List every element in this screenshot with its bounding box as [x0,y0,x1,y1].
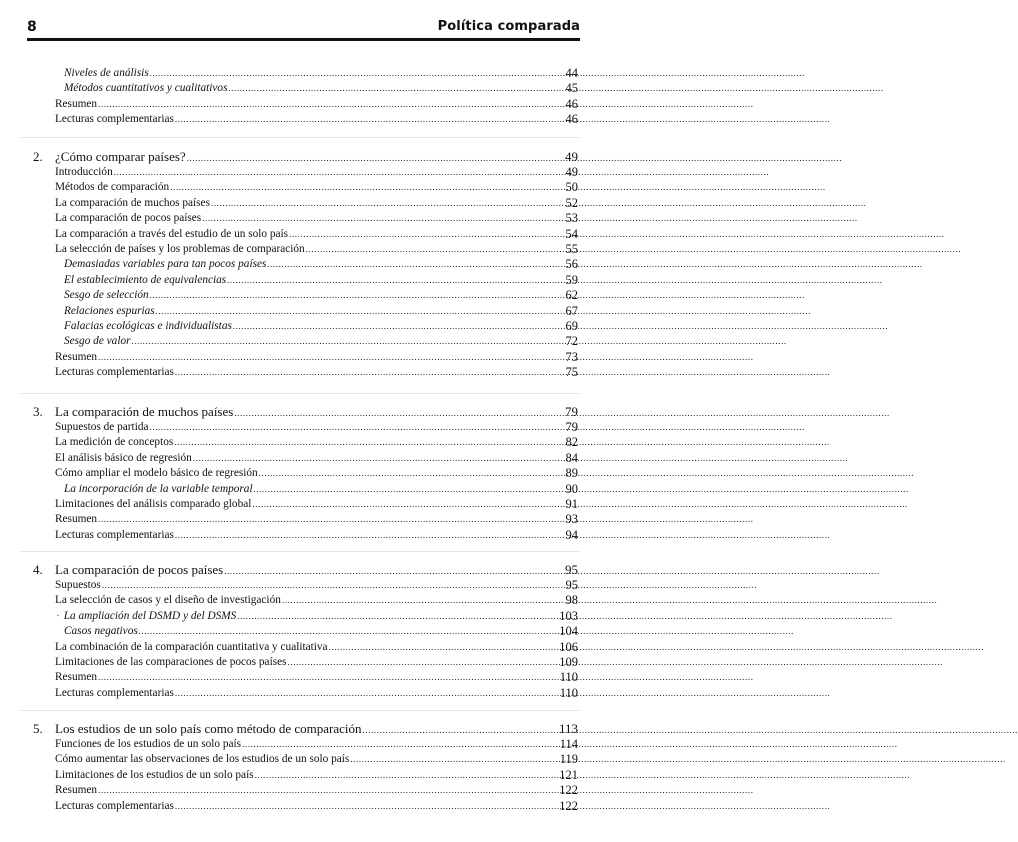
page-ref: 59 [565,272,578,287]
toc-section-entry[interactable] [0,350,600,365]
chapter-title: ¿Cómo comparar países? [55,149,186,164]
page-ref: 104 [559,624,578,639]
entry-title: Lecturas complementarias [55,799,174,812]
header-rule [27,38,580,41]
dot-leader [289,227,945,242]
dot-leader [114,165,770,180]
dot-leader [150,288,806,303]
dot-leader [175,112,831,127]
entry-title-leader [55,799,540,814]
dot-leader [170,180,826,195]
toc-section-entry[interactable] [0,196,600,211]
dot-leader [259,466,915,481]
page-ref: 55 [565,241,578,256]
dot-leader [233,319,889,334]
toc-subsection-entry[interactable] [0,66,600,81]
entry-title: La comparación de muchos países [55,196,210,209]
entry-title-leader [55,497,540,512]
entry-title: La medición de conceptos [55,436,174,449]
toc-section-entry[interactable] [0,655,600,670]
entry-title: Introducción [55,166,113,178]
page-ref: 89 [565,466,578,481]
toc-subsection-entry[interactable] [0,81,600,96]
page-ref: 50 [565,180,578,195]
entry-title: Cómo aumentar las observaciones de los estudios de un solo país [55,753,350,766]
dot-leader [288,655,944,670]
toc-section-entry[interactable] [0,211,600,226]
entry-title: Falacias ecológicas e individualistas [64,319,232,332]
dot-leader [175,686,831,701]
page-ref: 122 [559,798,578,813]
entry-title-leader [55,420,540,435]
chapter-number: 3. [33,404,43,419]
toc-chapter-4 [0,561,600,701]
page-ref: 93 [565,512,578,527]
dot-leader [306,242,962,257]
page-ref: 121 [559,767,578,782]
toc-section-entry[interactable] [0,593,600,608]
dot-leader [175,799,831,814]
entry-title-leader [64,319,540,334]
entry-title: Sesgo de selección [64,289,149,302]
page-ref: 49 [565,165,578,179]
chapter-title: Los estudios de un solo país como método de comparación [55,721,362,736]
entry-title: La incorporación de la variable temporal [64,482,253,495]
entry-title-leader [64,624,540,639]
page-ref: 84 [565,450,578,465]
dot-leader [175,365,831,380]
toc-subsection-entry[interactable] [0,334,600,349]
toc-subsection-entry[interactable] [0,609,600,624]
entry-title-leader [55,196,540,211]
chapter-number: 2. [33,149,43,164]
entry-title: Cómo ampliar el modelo básico de regresión [55,467,258,480]
entry-title-leader [64,334,540,349]
entry-title-leader [64,304,540,319]
entry-title-leader [64,288,540,303]
entry-title: Casos negativos [64,625,138,638]
page-ref: 53 [565,211,578,226]
dot-leader [228,81,884,96]
chapter-number: 4. [33,562,43,577]
entry-title-leader [55,165,540,180]
entry-title-leader [55,768,540,783]
page-ref: 56 [565,257,578,272]
dot-leader [98,783,754,798]
entry-title: La selección de países y los problemas de comparación [55,242,305,255]
entry-title: Relaciones espurias [64,304,155,317]
block-separator [20,393,580,394]
entry-title-leader [55,528,540,543]
toc-subsection-entry[interactable] [0,319,600,334]
page-ref: 95 [565,562,578,577]
page-ref: 94 [565,527,578,542]
page-ref: 113 [558,721,578,736]
entry-title-leader [55,737,540,752]
toc-subsection-entry[interactable] [0,624,600,639]
entry-title-leader [64,81,540,96]
toc-subsection-entry[interactable] [0,482,600,497]
leading-dot-mark: · [56,609,60,622]
toc-section-entry[interactable] [0,497,600,512]
entry-title: El establecimiento de equivalencias [64,273,227,286]
entry-title-leader [55,783,540,798]
entry-title-leader [55,112,540,127]
page-ref: 110 [559,670,578,685]
entry-title-leader [55,365,540,380]
entry-title-leader [56,609,540,624]
dot-leader [193,451,849,466]
entry-title: Resumen [55,513,98,526]
page-ref: 67 [565,303,578,318]
page-ref: 109 [559,654,578,669]
page-ref: 69 [565,318,578,333]
entry-title-leader [55,655,540,670]
dot-leader [98,350,754,365]
page-ref: 106 [559,639,578,654]
page-ref: 54 [565,226,578,241]
page-ref: 95 [565,578,578,592]
dot-leader [102,578,758,593]
entry-title: Métodos cuantitativos y cualitativos [64,82,228,95]
entry-title: La comparación de pocos países [55,212,202,225]
page-ref: 73 [565,349,578,364]
toc-section-entry[interactable] [0,435,600,450]
entry-title: Niveles de análisis [64,67,149,79]
entry-title-leader [64,273,540,288]
entry-title: Resumen [55,671,98,684]
entry-title-leader [55,227,540,242]
entry-title-leader [64,482,540,497]
entry-title-leader [55,435,540,450]
page-ref: 90 [565,481,578,496]
page-ref: 79 [565,404,578,419]
entry-title: Resumen [55,350,98,363]
entry-title-leader [55,350,540,365]
toc-section-entry[interactable] [0,578,600,593]
page-ref: 82 [565,435,578,450]
toc-chapter-entry[interactable] [0,403,600,420]
entry-title: Limitaciones de los estudios de un solo país [55,768,254,781]
toc-section-entry[interactable] [0,799,600,814]
toc-section-entry[interactable] [0,180,600,195]
dot-leader [227,273,883,288]
toc-section-entry[interactable] [0,752,600,767]
entry-title: El análisis básico de regresión [55,451,192,464]
entry-title-leader [55,180,540,195]
entry-title: Lecturas complementarias [55,686,174,699]
page-number: 8 [27,19,37,35]
dot-leader [211,196,867,211]
toc-section-entry[interactable] [0,512,600,527]
page-ref: 98 [565,593,578,608]
dot-leader [254,482,910,497]
dot-leader [282,593,938,608]
page-ref: 72 [565,334,578,349]
block-separator [20,137,580,138]
toc-chapter-5 [0,720,600,814]
entry-title: Supuestos de partida [55,421,149,433]
toc-section-entry[interactable] [0,783,600,798]
entry-title-leader [55,211,540,226]
dot-leader [132,334,788,349]
toc-section-entry[interactable] [0,365,600,380]
dot-leader [252,497,908,512]
running-title: Política comparada [437,19,580,34]
entry-title: Lecturas complementarias [55,528,174,541]
toc-section-entry[interactable] [0,686,600,701]
dot-leader [255,768,911,783]
entry-title-leader [55,512,540,527]
page-ref: 114 [559,737,578,751]
toc-section-entry[interactable] [0,451,600,466]
page-ref: 79 [565,420,578,434]
dot-leader [267,257,923,272]
page-ref: 44 [565,66,578,80]
toc-section-entry[interactable] [0,242,600,257]
entry-title-leader [55,451,540,466]
toc-chapter-entry[interactable] [0,148,600,165]
entry-title-leader [64,66,540,81]
entry-title: Limitaciones de las comparaciones de pocos países [55,655,287,668]
toc-chapter-entry[interactable] [0,561,600,578]
page-ref: 119 [559,752,578,767]
page-ref: 46 [565,96,578,111]
dot-leader [98,670,754,685]
entry-title-leader [55,640,540,655]
toc-section-entry[interactable] [0,670,600,685]
page-ref: 91 [565,496,578,511]
toc-subsection-entry[interactable] [0,273,600,288]
page-ref: 45 [565,81,578,96]
toc-subsection-entry[interactable] [0,304,600,319]
entry-title: La combinación de la comparación cuantitativa y cualitativa [55,640,328,653]
page-ref: 49 [565,149,578,164]
toc-subsection-entry[interactable] [0,257,600,272]
toc-section-entry[interactable] [0,768,600,783]
page-ref: 52 [565,195,578,210]
entry-title: Limitaciones del análisis comparado global [55,497,252,510]
toc-section-entry[interactable] [0,227,600,242]
entry-title: Sesgo de valor [64,335,131,348]
entry-title: Demasiadas variables para tan pocos países [64,258,267,271]
entry-title-leader [55,593,540,608]
dot-leader [98,512,754,527]
toc-chapter-entry[interactable] [0,720,600,737]
dot-leader [156,304,812,319]
toc-section-entry[interactable] [0,466,600,481]
block-separator [20,551,580,552]
page-ref: 110 [559,685,578,700]
chapter-number: 5. [33,721,43,736]
page-ref: 75 [565,365,578,380]
toc-section-entry[interactable] [0,640,600,655]
entry-title-leader [55,242,540,257]
page-ref: 62 [565,288,578,303]
dot-leader [98,97,754,112]
chapter-title: La comparación de muchos países [55,404,234,419]
page-ref: 122 [559,783,578,798]
entry-title: Supuestos [55,579,101,591]
entry-title: Resumen [55,784,98,797]
entry-title: Lecturas complementarias [55,366,174,379]
block-separator [20,710,580,711]
toc-section-entry[interactable] [0,737,600,752]
dot-leader [150,420,806,435]
toc-section-entry[interactable] [0,112,600,127]
entry-title: Lecturas complementarias [55,113,174,126]
dot-leader [139,624,795,639]
toc-section-entry[interactable] [0,420,600,435]
toc-section-entry[interactable] [0,165,600,180]
entry-title: La comparación a través del estudio de un solo país [55,227,289,240]
entry-title-leader [55,686,540,701]
toc-section-entry[interactable] [0,528,600,543]
dot-leader [174,435,830,450]
entry-title: Métodos de comparación [55,181,170,194]
dot-leader [350,752,1006,767]
entry-title-leader [64,257,540,272]
toc-chapter-2 [0,148,600,380]
entry-title: Funciones de los estudios de un solo país [55,738,242,750]
chapter-title: La comparación de pocos países [55,562,224,577]
entry-title-leader [55,578,540,593]
entry-title-leader [55,670,540,685]
dot-leader [202,211,858,226]
entry-title: La selección de casos y el diseño de investigación [55,594,281,607]
toc-section-entry[interactable] [0,97,600,112]
page-ref: 46 [565,112,578,127]
entry-title-leader [55,97,540,112]
entry-title: La ampliación del DSMD y del DSMS [63,609,237,622]
toc-continuation-block [0,66,600,128]
entry-title-leader [55,752,540,767]
entry-title: Resumen [55,97,98,110]
toc-chapter-3 [0,403,600,543]
dot-leader [175,528,831,543]
entry-title-leader [55,466,540,481]
dot-leader [150,66,806,81]
page-ref: 103 [559,608,578,623]
toc-subsection-entry[interactable] [0,288,600,303]
dot-leader [329,640,985,655]
